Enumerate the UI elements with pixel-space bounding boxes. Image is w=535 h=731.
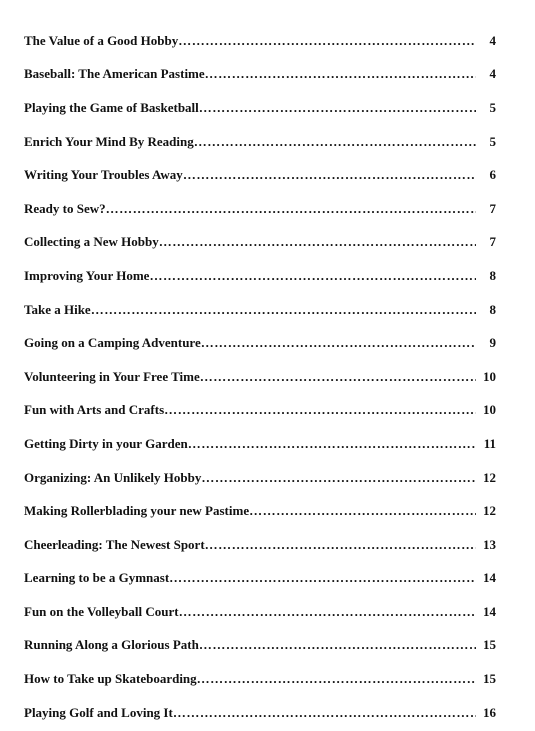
dot-leader bbox=[249, 503, 476, 519]
dot-leader bbox=[164, 402, 476, 418]
toc-entry[interactable] bbox=[24, 562, 496, 596]
toc-entry[interactable] bbox=[24, 494, 496, 528]
dot-leader bbox=[179, 604, 476, 620]
toc-entry[interactable] bbox=[24, 293, 496, 327]
toc-entry-page-number: 12 bbox=[483, 469, 496, 485]
toc-entry[interactable] bbox=[24, 259, 496, 293]
toc-entry-title: Getting Dirty in your Garden bbox=[24, 435, 188, 451]
toc-entry-title: Enrich Your Mind By Reading bbox=[24, 133, 194, 149]
toc-entry[interactable] bbox=[24, 192, 496, 226]
dot-leader bbox=[200, 369, 476, 385]
dot-leader bbox=[91, 302, 476, 318]
toc-entry[interactable] bbox=[24, 326, 496, 360]
toc-entry-page-number: 10 bbox=[483, 368, 496, 384]
toc-entry-title: Collecting a New Hobby bbox=[24, 234, 159, 250]
toc-entry-title: How to Take up Skateboarding bbox=[24, 671, 197, 687]
toc-entry[interactable] bbox=[24, 394, 496, 428]
toc-entry-page-number: 13 bbox=[483, 536, 496, 552]
toc-entry[interactable] bbox=[24, 58, 496, 92]
toc-entry-title: Volunteering in Your Free Time bbox=[24, 368, 200, 384]
dot-leader bbox=[178, 33, 476, 49]
dot-leader bbox=[194, 134, 476, 150]
toc-entry-page-number: 15 bbox=[483, 637, 496, 653]
toc-entry-page-number: 6 bbox=[489, 167, 496, 183]
dot-leader bbox=[183, 167, 476, 183]
dot-leader bbox=[199, 637, 476, 653]
toc-entry-page-number: 8 bbox=[489, 301, 496, 317]
toc-entry[interactable] bbox=[24, 24, 496, 58]
toc-entry[interactable] bbox=[24, 91, 496, 125]
toc-entry-title: Take a Hike bbox=[24, 301, 91, 317]
toc-entry[interactable] bbox=[24, 427, 496, 461]
toc-entry[interactable] bbox=[24, 528, 496, 562]
toc-entry-page-number: 7 bbox=[489, 234, 496, 250]
toc-entry-page-number: 4 bbox=[489, 66, 496, 82]
dot-leader bbox=[197, 671, 476, 687]
dot-leader bbox=[188, 436, 476, 452]
toc-entry[interactable] bbox=[24, 595, 496, 629]
toc-entry[interactable] bbox=[24, 158, 496, 192]
toc-entry[interactable] bbox=[24, 226, 496, 260]
toc-entry-title: The Value of a Good Hobby bbox=[24, 32, 179, 48]
dot-leader bbox=[205, 537, 476, 553]
toc-entry-page-number: 10 bbox=[483, 402, 496, 418]
dot-leader bbox=[106, 201, 476, 217]
toc-entry-page-number: 5 bbox=[489, 133, 496, 149]
table-of-contents bbox=[24, 24, 496, 729]
toc-entry-page-number: 15 bbox=[483, 671, 496, 687]
toc-entry-page-number: 9 bbox=[489, 335, 496, 351]
toc-entry-page-number: 7 bbox=[489, 200, 496, 216]
toc-entry-page-number: 8 bbox=[489, 267, 496, 283]
dot-leader bbox=[205, 66, 476, 82]
toc-entry-title: Learning to be a Gymnast bbox=[24, 570, 170, 586]
dot-leader bbox=[173, 705, 476, 721]
toc-entry-page-number: 14 bbox=[483, 603, 496, 619]
dot-leader bbox=[201, 335, 476, 351]
dot-leader bbox=[149, 268, 476, 284]
toc-entry[interactable] bbox=[24, 662, 496, 696]
toc-entry-title: Making Rollerblading your new Pastime bbox=[24, 503, 250, 519]
toc-entry-title: Ready to Sew? bbox=[24, 200, 106, 216]
toc-entry-title: Cheerleading: The Newest Sport bbox=[24, 536, 205, 552]
toc-entry-title: Improving Your Home bbox=[24, 267, 150, 283]
toc-entry-title: Going on a Camping Adventure bbox=[24, 335, 201, 351]
toc-entry-title: Running Along a Glorious Path bbox=[24, 637, 199, 653]
toc-entry-page-number: 12 bbox=[483, 503, 496, 519]
dot-leader bbox=[169, 570, 476, 586]
toc-entry-title: Baseball: The American Pastime bbox=[24, 66, 205, 82]
toc-entry-page-number: 5 bbox=[489, 99, 496, 115]
toc-entry[interactable] bbox=[24, 629, 496, 663]
toc-entry-title: Playing the Game of Basketball bbox=[24, 99, 199, 115]
toc-entry-page-number: 14 bbox=[483, 570, 496, 586]
toc-entry-page-number: 4 bbox=[489, 32, 496, 48]
toc-entry-page-number: 11 bbox=[483, 435, 496, 451]
toc-entry-title: Fun with Arts and Crafts bbox=[24, 402, 165, 418]
toc-entry-page-number: 16 bbox=[483, 704, 496, 720]
dot-leader bbox=[159, 234, 476, 250]
dot-leader bbox=[201, 470, 476, 486]
toc-entry[interactable] bbox=[24, 360, 496, 394]
toc-entry[interactable] bbox=[24, 696, 496, 730]
toc-entry-title: Writing Your Troubles Away bbox=[24, 167, 183, 183]
toc-entry-title: Organizing: An Unlikely Hobby bbox=[24, 469, 202, 485]
dot-leader bbox=[199, 100, 476, 116]
toc-entry-title: Playing Golf and Loving It bbox=[24, 704, 173, 720]
toc-entry[interactable] bbox=[24, 125, 496, 159]
toc-entry[interactable] bbox=[24, 461, 496, 495]
toc-entry-title: Fun on the Volleyball Court bbox=[24, 603, 179, 619]
